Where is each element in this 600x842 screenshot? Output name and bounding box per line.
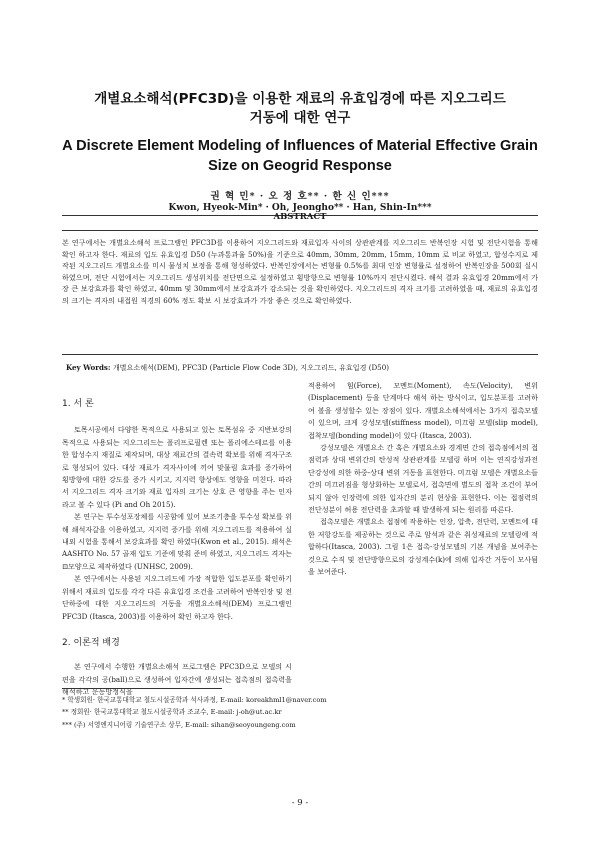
abstract-heading-rule bbox=[62, 230, 538, 231]
right-column bbox=[308, 380, 538, 579]
page-number: - 9 - bbox=[291, 798, 309, 808]
right-paragraph-1: 적용하여 힘(Force), 모멘트(Moment), 속도(Velocity), 변위(Displacement) 등을 단계마다 해석 하는 방식이고, 입도분포를 고려하여 볼을 생성할수 있는 장점이 있다. 개별요소해석에서는 3가지 접촉모델이 있으며, 크게 강성모델(stiffness model), 미끄럼 모델(slip model), 접착모델(bonding model)이 있다 (Itasca, 2003). bbox=[308, 381, 538, 440]
section1-paragraph-1: 토목시공에서 다양한 목적으로 사용되고 있는 토목섬유 중 지반보강의 목적으로 사용되는 지오그리드는 폴리프로필렌 또는 폴리에스테르를 이용한 합성수지 재질로 제작되며, 대상 재료간의 결속력 확보를 위해 격자구조로 형성되어 있다. 대상 재료가 격자사이에 끼여 맞물림 효과를 증가하여 횡방향에 대한 강도를 증가 시키고, 지지력 향상에도 영향을 미친다. 따라서 지오그리드 격자 크기와 재료 입자의 크기는 상호 큰 영향을 주는 인자라고 볼 수 있다 (Pi and Oh 2015). bbox=[62, 425, 292, 509]
footnote-rule bbox=[62, 688, 222, 689]
left-column bbox=[62, 380, 292, 699]
footnote-1: * 학생회원· 한국교통대학교 철도시설공학과 석사과정, E-mail: koreakhml1@naver.com bbox=[62, 696, 327, 704]
section2-heading: 2. 이론적 배경 bbox=[62, 637, 120, 648]
section1-paragraph-2: 본 연구는 투수성포장체를 시공함에 있어 보조기층을 투수성 확보를 위해 쇄석자갈을 이용하였고, 지지력 증가를 위해 지오그리드를 적용하여 실내외 시험을 통해서 보강효과를 확인 하였다(Kwon et al., 2015). 쇄석은 AASHTO No. 57 골재 입도 기준에 맞춰 준비 하였고, 지오그리드 격자는 ⊡모양으로 제작하였다 (UNHSC, 2009). bbox=[62, 512, 292, 571]
right-paragraph-3: 접촉모델은 개별요소 접점에 작용하는 인장, 압축, 전단력, 모멘트에 대한 저항강도를 제공하는 것으로 주로 암석과 같은 취성재료의 모델링에 적합하다(Itasca, 2003). 그림 1은 접촉-강성모델의 기본 개념을 보여주는 것으로 수직 및 전단방향으로의 강성계수(k)에 의해 입자간 거동이 모사됨을 보여준다. bbox=[308, 517, 538, 577]
title-english-line1: A Discrete Element Modeling of Influences of Material Effective Grain bbox=[62, 138, 538, 154]
title-english-line2: Size on Geogrid Response bbox=[208, 158, 392, 174]
abstract-heading: ABSTRACT bbox=[273, 212, 327, 222]
section1-heading: 1. 서 론 bbox=[62, 399, 94, 409]
footnotes bbox=[62, 694, 538, 731]
title-korean bbox=[40, 90, 560, 128]
abstract-bottom-rule bbox=[62, 354, 538, 355]
section1-paragraph-3: 본 연구에서는 사용된 지오그리드에 가장 적합한 입도분포를 확인하기 위해서 재료의 입도를 각각 다른 유효입경 조건을 고려하여 반복인장 및 전단하중에 대한 지오그리드의 거동을 개별요소해석(DEM) 프로그램인 PFC3D (Itasca, 2003)를 이용하여 확인 하고자 한다. bbox=[62, 574, 292, 621]
title-english bbox=[40, 136, 560, 176]
footnote-2: ** 정회원· 한국교통대학교 철도시설공학과 조교수, E-mail: j-oh@ut.ac.kr bbox=[62, 708, 282, 717]
authors-korean: 권 혁 민* · 오 정 호** · 한 신 인*** bbox=[210, 191, 390, 202]
keywords-label: Key Words: bbox=[66, 363, 111, 372]
section2-paragraph-1: 본 연구에서 수행한 개별요소해석 프로그램은 PFC3D으로 모델의 시편을 각각의 공(ball)으로 생성하여 입자간에 생성되는 접촉점의 접촉력을 해석하고 운동방정식을 bbox=[62, 662, 292, 697]
title-korean-line2: 거동에 대한 연구 bbox=[249, 110, 351, 126]
footnote-3: *** (주) 서영엔지니어링 기술연구소 상무, E-mail: sihan@seoyoungeng.com bbox=[62, 720, 296, 729]
title-korean-line1: 개별요소해석(PFC3D)을 이용한 재료의 유효입경에 따른 지오그리드 bbox=[94, 91, 506, 107]
abstract-text: 본 연구에서는 개별요소해석 프로그램인 PFC3D를 이용하여 지오그리드와 재료입자 사이의 상관관계를 지오그리드 반복인장 시험 및 전단시험을 통해 확인 하고자 한다. 재료의 입도 유효입경 D50 (누과통과율 50%)을 기준으로 40mm, 30mm, 20mm, 15mm, 10mm 로 비교 하였고, 합성수지로 제작된 지오그리드 개별요소를 미시 물성치 보정을 통해 형성하였다. 반복인장에서는 변형률 0.5%를 최대 인장 변형률로 설정하여 반복인장을 500회 실시 하였으며, 전단 시험에서는 지오그리드 생성위치를 전단면으로 설정하였고 횡방향으로 변형률 10%까지 전단시켰다. 해석 결과 유효입경 20mm에서 가장 큰 보강효과를 확인 하였고, 40mm 및 30mm에서 보강효과가 감소되는 것을 확인하였다. 지오그리드의 격자 크기를 고려하였을 때, 재료의 유효입경의 크기는 격자의 내접원 직경의 60% 정도 확보 시 보강효과가 가장 좋은 것으로 확인하였다. bbox=[62, 238, 538, 305]
right-paragraph-2: 강성모델은 개별요소 간 혹은 개별요소와 경계면 간의 접촉점에서의 접점력과 상대 변위간의 탄성적 상관관계를 모델링 하며 이는 연직강성과전단강성에 의한 하중-상대 변위 거동을 표현한다. 미끄럼 모델은 개별요소들 간의 미끄러짐을 형상화하는 모델로서, 접촉면에 별도의 접착 조건이 부여되지 않아 인장력에 의한 입자간의 분리 현상을 표현한다. 이는 접점력의 전단성분이 허용 전단력을 초과할 때 발생하게 되는 원리를 따른다. bbox=[308, 443, 538, 515]
authors-english: Kwon, Hyeok-Min* · Oh, Jeongho** · Han, Shin-In*** bbox=[168, 203, 432, 213]
keywords bbox=[66, 363, 538, 373]
keywords-text: 개별요소해석(DEM), PFC3D (Particle Flow Code 3D), 지오그리드, 유효입경 (D50) bbox=[112, 363, 389, 372]
